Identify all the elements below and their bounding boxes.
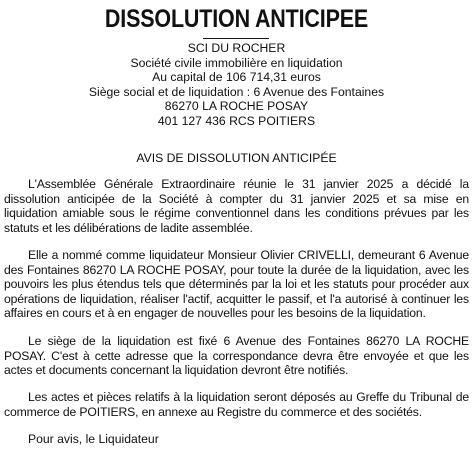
paragraph-seat: Le siège de la liquidation est fixé 6 Avenue des Fontaines 86270 LA ROCHE POSAY. C'est à cette adresse que la correspondance devra être envoyée et que les actes et documents concernant la liquidation devront être notifiés.	[4, 334, 469, 378]
notice-subtitle: AVIS DE DISSOLUTION ANTICIPÉE	[136, 151, 337, 165]
company-seat: Siège social et de liquidation : 6 Avenue des Fontaines	[88, 84, 385, 99]
signature-line: Pour avis, le Liquidateur	[28, 432, 159, 446]
company-city: 86270 LA ROCHE POSAY	[164, 99, 309, 114]
company-name: SCI DU ROCHER	[187, 41, 286, 55]
company-block	[0, 41, 473, 129]
title-divider	[203, 38, 269, 39]
paragraph-liquidator: Elle a nommé comme liquidateur Monsieur Olivier CRIVELLI, demeurant 6 Avenue des Fontaines 86270 LA ROCHE POSAY, pour toute la durée de la liquidation, avec les pouvoirs les plus étendus tels que déterminés par la loi et les statuts pour procéder aux opérations de liquidation, réaliser l'actif, acquitter le passif, et l'a autorisé à continuer les affaires en cours et à en engager de nouvelles pour les besoins de la liquidation.	[4, 248, 469, 321]
company-capital: Au capital de 106 714,31 euros	[152, 70, 321, 85]
company-form: Société civile immobilière en liquidation	[130, 55, 343, 70]
paragraph-filing: Les actes et pièces relatifs à la liquidation seront déposés au Greffe du Tribunal de commerce de POITIERS, en annexe au Registre du commerce et des sociétés.	[4, 390, 469, 419]
paragraph-decision: L'Assemblée Générale Extraordinaire réunie le 31 janvier 2025 a décidé la dissolution anticipée de la Société à compter du 31 janvier 2025 et sa mise en liquidation amiable sous le régime conventionnel dans les conditions prévues par les statuts et les délibérations de ladite assemblée.	[4, 177, 469, 235]
company-rcs: 401 127 436 RCS POITIERS	[157, 113, 316, 128]
notice-headline: DISSOLUTION ANTICIPEE	[104, 5, 369, 33]
